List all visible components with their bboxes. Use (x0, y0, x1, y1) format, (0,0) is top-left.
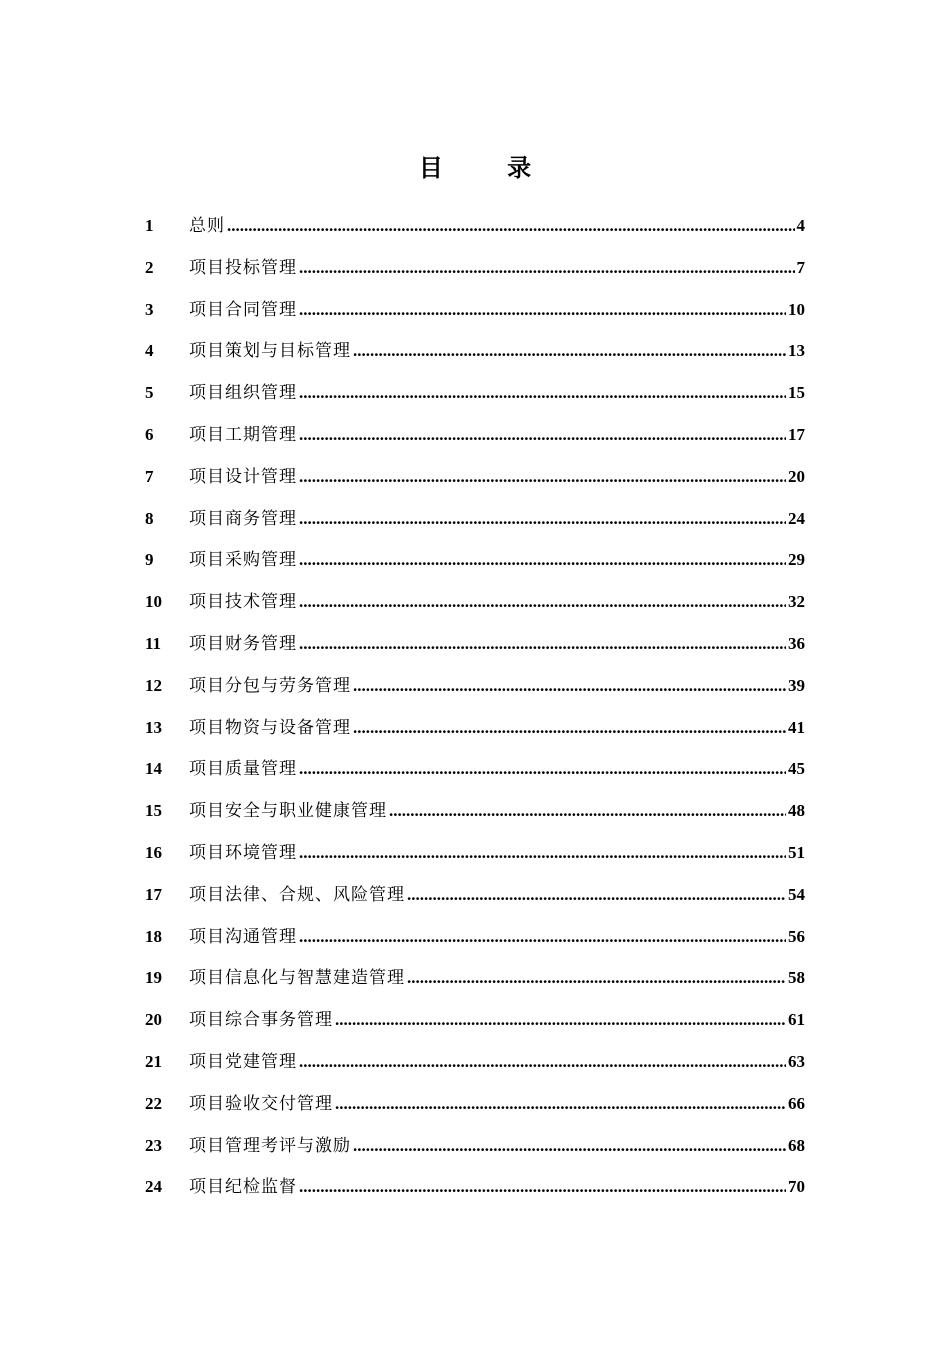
toc-entry-label: 项目工期管理 (189, 424, 297, 445)
toc-entry-label: 项目党建管理 (189, 1051, 297, 1072)
toc-entry-page: 7 (796, 257, 805, 277)
toc-dot-leader (353, 330, 786, 372)
toc-entry[interactable] (145, 1125, 805, 1167)
toc-dot-leader (299, 832, 786, 874)
toc-entry[interactable] (145, 957, 805, 999)
toc-entry-label: 项目分包与劳务管理 (189, 675, 351, 696)
toc-entry[interactable] (145, 916, 805, 958)
toc-entry[interactable] (145, 289, 805, 331)
toc-entry-page: 32 (788, 592, 805, 612)
toc-entry-label: 项目组织管理 (189, 383, 297, 404)
toc-entry[interactable] (145, 372, 805, 414)
toc-dot-leader (353, 707, 786, 749)
toc-entry-page: 39 (788, 675, 805, 695)
toc-entry-number: 4 (145, 341, 154, 361)
toc-entry[interactable] (145, 999, 805, 1041)
toc-entry[interactable] (145, 330, 805, 372)
toc-entry-number: 24 (145, 1177, 162, 1197)
toc-dot-leader (299, 498, 786, 540)
toc-entry-number: 21 (145, 1051, 162, 1071)
toc-entry-number: 11 (145, 633, 162, 653)
toc-dot-leader (407, 957, 786, 999)
toc-entry[interactable] (145, 539, 805, 581)
toc-dot-leader (299, 581, 786, 623)
toc-entry-label: 项目质量管理 (189, 759, 297, 780)
toc-entry-number: 8 (145, 508, 154, 528)
toc-entry-label: 项目法律、合规、风险管理 (189, 884, 405, 905)
toc-entry[interactable] (145, 790, 805, 832)
toc-entry-number: 17 (145, 884, 162, 904)
toc-dot-leader (299, 289, 786, 331)
toc-entry-page: 17 (788, 424, 805, 444)
toc-entry-number: 23 (145, 1135, 162, 1155)
toc-entry-number: 15 (145, 801, 162, 821)
toc-entry-page: 68 (788, 1135, 805, 1155)
toc-entry[interactable] (145, 456, 805, 498)
toc-entry-label: 项目物资与设备管理 (189, 717, 351, 738)
toc-dot-leader (299, 1166, 786, 1208)
toc-entry-label: 项目信息化与智慧建造管理 (189, 968, 405, 989)
toc-entry-page: 20 (788, 466, 805, 486)
toc-entry-label: 项目财务管理 (189, 633, 297, 654)
toc-entry-page: 56 (788, 926, 805, 946)
toc-entry-number: 2 (145, 257, 154, 277)
toc-entry-page: 15 (788, 383, 805, 403)
toc-entry-page: 58 (788, 968, 805, 988)
toc-entry-number: 20 (145, 1010, 162, 1030)
toc-entry[interactable] (145, 748, 805, 790)
toc-entry[interactable] (145, 1041, 805, 1083)
toc-entry-page: 29 (788, 550, 805, 570)
toc-entry-label: 项目综合事务管理 (189, 1010, 333, 1031)
toc-entry-label: 项目策划与目标管理 (189, 341, 351, 362)
toc-dot-leader (227, 205, 795, 247)
toc-entry-number: 12 (145, 675, 162, 695)
toc-dot-leader (407, 874, 786, 916)
toc-entry[interactable] (145, 247, 805, 289)
toc-entry-page: 24 (788, 508, 805, 528)
toc-entry[interactable] (145, 581, 805, 623)
toc-dot-leader (299, 916, 786, 958)
toc-dot-leader (353, 1125, 786, 1167)
toc-entry[interactable] (145, 665, 805, 707)
toc-entry-label: 项目环境管理 (189, 842, 297, 863)
toc-entry-number: 16 (145, 842, 162, 862)
toc-entry-number: 1 (145, 216, 154, 235)
toc-dot-leader (335, 999, 786, 1041)
toc-entry-page: 63 (788, 1051, 805, 1071)
toc-entry-page: 45 (788, 759, 805, 779)
toc-entry[interactable] (145, 623, 805, 665)
toc-entry-number: 5 (145, 383, 154, 403)
toc-entry-number: 22 (145, 1093, 162, 1113)
toc-dot-leader (299, 372, 786, 414)
toc-entry-page: 41 (788, 717, 805, 737)
toc-title: 目 录 (418, 154, 560, 182)
toc-entry[interactable] (145, 414, 805, 456)
toc-entry-number: 18 (145, 926, 162, 946)
toc-entry-label: 总则 (189, 216, 225, 236)
toc-entry-number: 10 (145, 592, 162, 612)
toc-entry[interactable] (145, 205, 805, 247)
toc-dot-leader (299, 623, 786, 665)
toc-entry-label: 项目合同管理 (189, 299, 297, 320)
toc-entry-page: 13 (788, 341, 805, 361)
toc-entry-label: 项目沟通管理 (189, 926, 297, 947)
toc-dot-leader (299, 748, 786, 790)
toc-dot-leader (299, 414, 786, 456)
toc-dot-leader (353, 665, 786, 707)
toc-entry-label: 项目投标管理 (189, 257, 297, 278)
toc-entry-number: 6 (145, 424, 154, 444)
toc-entry[interactable] (145, 832, 805, 874)
toc-entry-page: 66 (788, 1093, 805, 1113)
toc-dot-leader (389, 790, 786, 832)
toc-entry[interactable] (145, 498, 805, 540)
toc-entry-label: 项目验收交付管理 (189, 1093, 333, 1114)
toc-dot-leader (299, 456, 786, 498)
toc-dot-leader (299, 539, 786, 581)
toc-list (145, 205, 805, 1208)
toc-entry-page: 36 (788, 633, 805, 653)
toc-entry-number: 13 (145, 717, 162, 737)
toc-entry-label: 项目设计管理 (189, 466, 297, 487)
toc-entry-number: 9 (145, 550, 154, 570)
toc-entry[interactable] (145, 874, 805, 916)
toc-entry-page: 61 (788, 1010, 805, 1030)
toc-entry-label: 项目采购管理 (189, 550, 297, 571)
toc-entry-number: 7 (145, 466, 154, 486)
toc-entry-label: 项目管理考评与激励 (189, 1135, 351, 1156)
toc-entry[interactable] (145, 707, 805, 749)
toc-entry-number: 19 (145, 968, 162, 988)
toc-entry-page: 51 (788, 842, 805, 862)
toc-entry-label: 项目纪检监督 (189, 1177, 297, 1198)
toc-entry[interactable] (145, 1166, 805, 1208)
toc-entry-number: 3 (145, 299, 154, 319)
toc-dot-leader (299, 1041, 786, 1083)
toc-entry-label: 项目技术管理 (189, 592, 297, 613)
toc-entry-page: 54 (788, 884, 805, 904)
toc-entry-number: 14 (145, 759, 162, 779)
toc-entry-label: 项目安全与职业健康管理 (189, 801, 387, 822)
toc-entry-page: 4 (796, 216, 805, 235)
toc-dot-leader (299, 247, 795, 289)
toc-entry-page: 48 (788, 801, 805, 821)
toc-dot-leader (335, 1083, 786, 1125)
toc-entry[interactable] (145, 1083, 805, 1125)
toc-entry-label: 项目商务管理 (189, 508, 297, 529)
toc-entry-page: 10 (788, 299, 805, 319)
toc-entry-page: 70 (788, 1177, 805, 1197)
